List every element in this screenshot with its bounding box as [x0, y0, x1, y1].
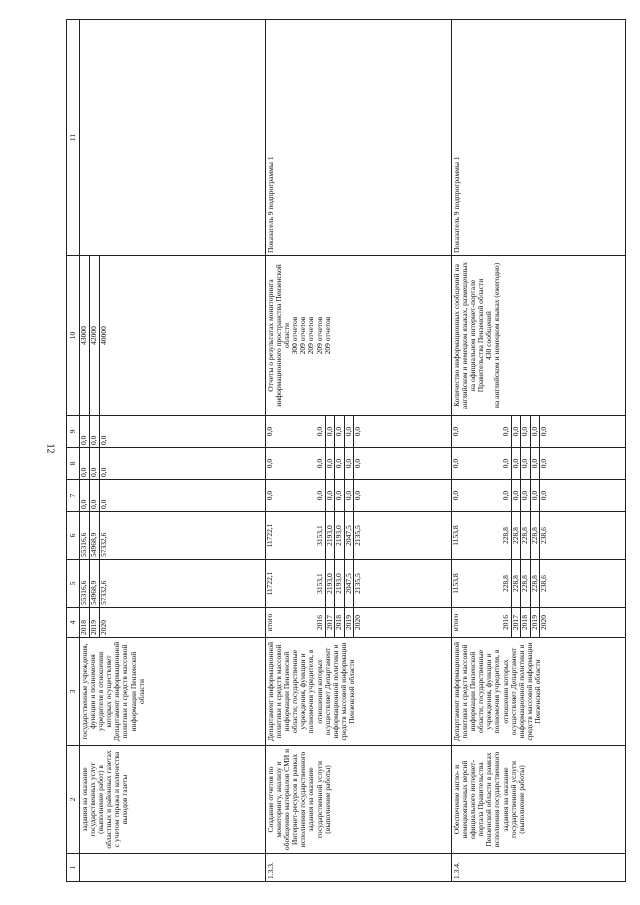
cell-local-budget — [80, 448, 266, 480]
total-label: итого — [451, 613, 460, 632]
value-cell: 0,0 — [511, 416, 521, 447]
value-cell: 0,0 — [316, 480, 325, 511]
total-value: 0,0 — [451, 426, 460, 437]
value-cell: 2193,0 — [325, 560, 335, 607]
header-cell: 1 — [67, 854, 80, 882]
total-value: 0,0 — [265, 490, 274, 501]
value-cell: 0,0 — [521, 480, 531, 511]
value-cell: 2047,5 — [344, 512, 354, 559]
table-row-1-3-4 — [452, 20, 626, 882]
year-cell: 2020 — [539, 615, 548, 630]
cell-other-sources — [452, 416, 626, 448]
value-cell: 228,8 — [511, 560, 521, 607]
header-cell: 6 — [67, 512, 80, 560]
cell-regional-budget — [452, 512, 626, 560]
total-value: 1153,8 — [451, 573, 460, 594]
year-cell: 2018 — [335, 608, 345, 637]
year-cell: 2017 — [511, 608, 521, 637]
year-cell: 2020 — [99, 620, 108, 635]
indicator-title: Отчеты о результатах мониторинга информационного пространства Пензенской области — [266, 264, 292, 407]
year-cell: 2018 — [80, 608, 90, 637]
page-number: 12 — [44, 443, 56, 454]
cell-executor: государственные учреждения, функции и полномочия учредителя в отношении которых осуществляет Департамент информационной политики и средств массовой информации Пензенской области — [80, 638, 266, 746]
cell-federal-budget — [266, 480, 452, 512]
table-wrapper — [66, 20, 626, 882]
value-cell: 0,0 — [511, 480, 521, 511]
indicator-value: 209 отчетов — [322, 316, 332, 355]
program-activities-table — [66, 19, 626, 882]
cell-other-sources — [80, 416, 266, 448]
indicator-value: 42000 — [90, 256, 100, 415]
value-cell: 0,0 — [99, 467, 108, 477]
cell-executor: Департамент информационной политики и средств массовой информации Пензенской области; государственные учреждения, функции и полномочия учредителя, в отношении которых осуществляет Департамент информационной политики и средств массовой информации Пензенской области — [452, 638, 626, 746]
cell-indicator — [266, 256, 452, 416]
value-cell: 0,0 — [90, 416, 100, 447]
indicator-note: на английском и немецком языках (ежегодно) — [492, 262, 502, 409]
total-value: 11722,1 — [265, 523, 274, 548]
value-cell: 0,0 — [90, 480, 100, 511]
cell-other-sources — [266, 416, 452, 448]
value-cell: 0,0 — [316, 416, 325, 447]
value-cell: 0,0 — [80, 416, 90, 447]
value-cell: 54968,9 — [90, 560, 100, 607]
cell-indicator — [452, 256, 626, 416]
value-cell: 0,0 — [539, 458, 548, 469]
value-cell: 0,0 — [344, 480, 354, 511]
cell-number: 1.3.3. — [266, 854, 452, 882]
cell-years — [266, 608, 452, 638]
value-cell: 0,0 — [502, 480, 511, 511]
header-cell: 8 — [67, 448, 80, 480]
value-cell: 0,0 — [90, 448, 100, 479]
indicator-title: Количество информационных сообщений на английском и немецком языках, размещенных на официальном интернет-портале Правительства Пензенской области — [452, 261, 486, 410]
value-cell: 0,0 — [353, 458, 362, 469]
cell-regional-budget — [80, 512, 266, 560]
cell-reference — [80, 20, 266, 256]
indicator-value: 209 отчетов — [298, 316, 308, 355]
cell-reference: Показатель 9 подпрограммы 1 — [452, 20, 626, 256]
value-cell: 0,0 — [344, 416, 354, 447]
value-cell: 0,0 — [353, 426, 362, 437]
cell-local-budget — [452, 448, 626, 480]
year-cell: 2016 — [316, 608, 325, 637]
value-cell: 0,0 — [335, 448, 345, 479]
year-cell: 2019 — [530, 608, 540, 637]
value-cell: 228,8 — [502, 512, 511, 559]
value-cell: 0,0 — [325, 416, 335, 447]
indicator-value: 430 сообщений — [484, 311, 494, 360]
value-cell: 2193,0 — [325, 512, 335, 559]
header-cell: 2 — [67, 746, 80, 854]
total-value: 0,0 — [265, 426, 274, 437]
cell-total-funds — [80, 560, 266, 608]
value-cell: 228,8 — [530, 560, 540, 607]
total-value: 0,0 — [265, 458, 274, 469]
value-cell: 0,0 — [530, 480, 540, 511]
indicator-value: 209 отчетов — [306, 316, 316, 355]
table-row-1-3-3 — [266, 20, 452, 882]
value-cell: 2135,5 — [353, 525, 362, 546]
header-cell: 5 — [67, 560, 80, 608]
value-cell: 0,0 — [325, 480, 335, 511]
value-cell: 0,0 — [511, 448, 521, 479]
column-number-row — [67, 20, 80, 882]
cell-number: 1.3.4. — [452, 854, 626, 882]
value-cell: 228,8 — [530, 512, 540, 559]
value-cell: 0,0 — [530, 416, 540, 447]
cell-indicator — [80, 256, 266, 416]
cell-total-funds — [452, 560, 626, 608]
value-cell: 228,8 — [502, 560, 511, 607]
value-cell: 3153,1 — [316, 560, 325, 607]
cell-total-funds — [266, 560, 452, 608]
total-value: 0,0 — [451, 490, 460, 501]
header-cell: 7 — [67, 480, 80, 512]
value-cell: 3153,1 — [316, 512, 325, 559]
indicator-value: 40000 — [99, 326, 108, 345]
year-cell: 2019 — [90, 608, 100, 637]
cell-number — [80, 854, 266, 882]
cell-years — [452, 608, 626, 638]
value-cell: 0,0 — [502, 448, 511, 479]
table-row-continuation — [80, 20, 266, 882]
value-cell: 57332,6 — [99, 580, 108, 605]
rotated-table-container — [66, 20, 626, 882]
year-cell: 2019 — [344, 608, 354, 637]
header-cell: 3 — [67, 638, 80, 746]
value-cell: 0,0 — [521, 448, 531, 479]
year-cell: 2017 — [325, 608, 335, 637]
header-cell: 11 — [67, 20, 80, 256]
cell-executor: Департамент информационной политики и средств массовой информации Пензенской области; государственные учреждения, функции и полномочия учредителя, в отношении которых осуществляет Департамент информационной политики и средств массовой информации Пензенской области — [266, 638, 452, 746]
value-cell: 0,0 — [335, 416, 345, 447]
year-cell: 2016 — [502, 608, 511, 637]
value-cell: 238,6 — [539, 527, 548, 544]
value-cell: 0,0 — [325, 448, 335, 479]
total-label: итого — [265, 613, 274, 632]
value-cell: 238,6 — [539, 575, 548, 592]
value-cell: 0,0 — [344, 448, 354, 479]
value-cell: 0,0 — [530, 448, 540, 479]
total-value: 11722,1 — [265, 571, 274, 596]
year-cell: 2018 — [521, 608, 531, 637]
value-cell: 55316,6 — [80, 512, 90, 559]
indicator-value: 209 отчетов — [314, 316, 324, 355]
header-cell: 9 — [67, 416, 80, 448]
cell-activity: Обеспечение англо- и немецкоязычных версий официального интернет-портала Правительства Пензенской области в рамках исполнения государственного задания на оказание государственной услуги (выполнение работы) — [452, 746, 626, 854]
value-cell: 55316,6 — [80, 560, 90, 607]
value-cell: 228,8 — [511, 512, 521, 559]
value-cell: 2193,0 — [335, 512, 345, 559]
value-cell: 0,0 — [99, 499, 108, 509]
cell-activity: задания на оказание государственных услуг (выполнение работ) в областных и районных газетах с учетом тиража и количества выходов газеты — [80, 746, 266, 854]
value-cell: 0,0 — [502, 416, 511, 447]
cell-reference: Показатель 9 подпрограммы 1 — [266, 20, 452, 256]
value-cell: 0,0 — [539, 490, 548, 501]
indicator-value: 300 отчетов — [290, 316, 300, 355]
value-cell: 54968,9 — [90, 512, 100, 559]
value-cell: 0,0 — [353, 490, 362, 501]
value-cell: 2135,5 — [353, 573, 362, 594]
value-cell: 0,0 — [335, 480, 345, 511]
value-cell: 228,8 — [521, 560, 531, 607]
indicator-value: 43000 — [80, 256, 90, 415]
value-cell: 2193,0 — [335, 560, 345, 607]
header-cell: 10 — [67, 256, 80, 416]
header-cell: 4 — [67, 608, 80, 638]
year-cell: 2020 — [353, 615, 362, 630]
total-value: 1153,8 — [451, 525, 460, 546]
cell-years — [80, 608, 266, 638]
value-cell: 228,8 — [521, 512, 531, 559]
cell-activity: Создание отчетов по мониторингу, анализу и обобщению материалов СМИ и Интернет-ресурсов в рамках исполнения государственного задания на оказание государственной услуги (выполнение работы) — [266, 746, 452, 854]
value-cell: 2047,5 — [344, 560, 354, 607]
value-cell: 0,0 — [80, 480, 90, 511]
value-cell: 0,0 — [539, 426, 548, 437]
total-value: 0,0 — [451, 458, 460, 469]
cell-federal-budget — [452, 480, 626, 512]
value-cell: 0,0 — [521, 416, 531, 447]
cell-federal-budget — [80, 480, 266, 512]
value-cell: 0,0 — [316, 448, 325, 479]
cell-regional-budget — [266, 512, 452, 560]
value-cell: 0,0 — [80, 448, 90, 479]
cell-local-budget — [266, 448, 452, 480]
value-cell: 0,0 — [99, 435, 108, 445]
value-cell: 57332,6 — [99, 532, 108, 557]
